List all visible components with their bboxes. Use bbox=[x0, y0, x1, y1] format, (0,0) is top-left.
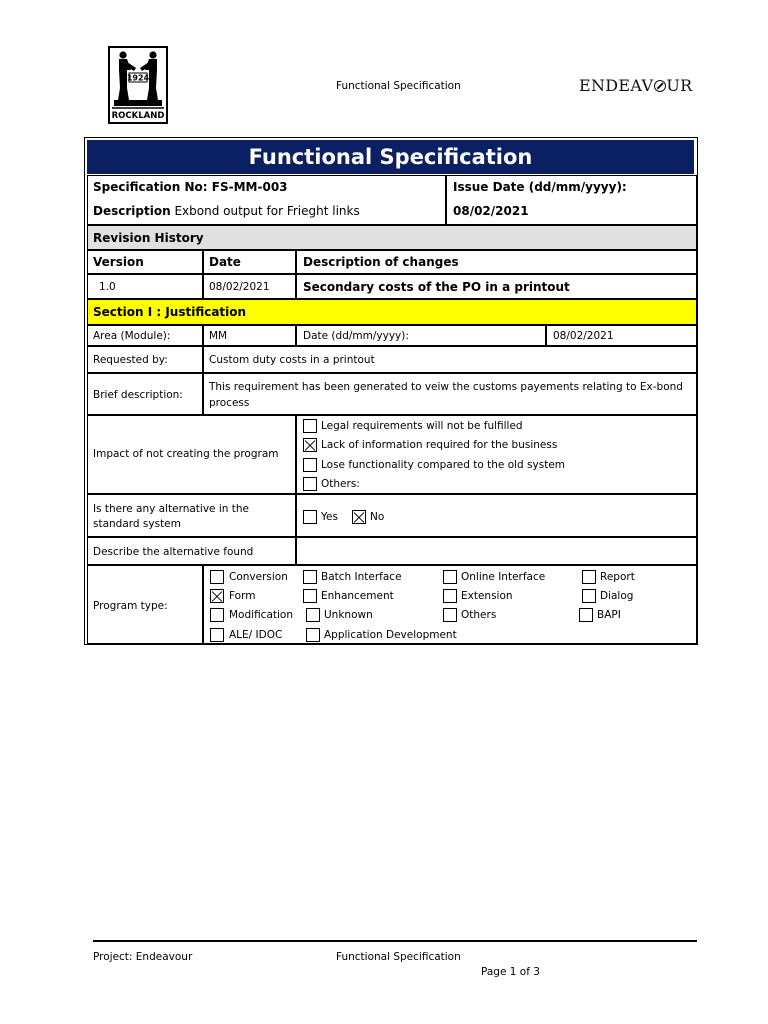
alt-label-line-2: standard system bbox=[93, 518, 181, 530]
ptype-ale-idoc-checkbox[interactable] bbox=[210, 628, 224, 642]
ptype-unknown-checkbox[interactable] bbox=[306, 608, 320, 622]
brief-line-1: This requirement has been generated to veiw the customs payements relating to Ex-bond bbox=[209, 381, 683, 393]
ptype-extension-checkbox[interactable] bbox=[443, 589, 457, 603]
ptype-dialog-checkbox[interactable] bbox=[582, 589, 596, 603]
impact-option-2-label: Lack of information required for the business bbox=[321, 439, 558, 451]
endeavour-brand bbox=[579, 76, 692, 95]
ptype-extension-label: Extension bbox=[461, 590, 513, 602]
describe-alt-label: Describe the alternative found bbox=[93, 546, 254, 558]
ptype-dialog-label: Dialog bbox=[600, 590, 634, 602]
footer-project: Project: Endeavour bbox=[93, 951, 193, 963]
impact-label: Impact of not creating the program bbox=[93, 448, 279, 460]
rev-header-date: Date bbox=[209, 255, 241, 269]
brand-o-icon bbox=[654, 80, 666, 92]
brief-line-2: process bbox=[209, 397, 250, 409]
ptype-modification-label: Modification bbox=[229, 609, 293, 621]
brief-value-cell bbox=[203, 373, 697, 415]
ptype-bapi-checkbox[interactable] bbox=[579, 608, 593, 622]
impact-option-1-checkbox[interactable] bbox=[303, 419, 317, 433]
impact-option-4-checkbox[interactable] bbox=[303, 477, 317, 491]
ptype-bapi-label: BAPI bbox=[597, 609, 621, 621]
rev-version: 1.0 bbox=[99, 281, 116, 293]
header-doc-title: Functional Specification bbox=[336, 80, 461, 92]
ptype-conversion-label: Conversion bbox=[229, 571, 288, 583]
describe-alt-value-cell[interactable] bbox=[296, 537, 697, 565]
logo-year: 1924 bbox=[126, 73, 150, 83]
rev-date: 08/02/2021 bbox=[209, 281, 270, 293]
program-type-label: Program type: bbox=[93, 600, 168, 612]
revision-history-title: Revision History bbox=[93, 231, 204, 245]
ptype-form-checkbox[interactable] bbox=[210, 589, 224, 603]
brand-right-text: UR bbox=[666, 76, 693, 95]
ptype-conversion-checkbox[interactable] bbox=[210, 570, 224, 584]
description-line bbox=[93, 204, 360, 218]
ptype-report-label: Report bbox=[600, 571, 635, 583]
date-label: Date (dd/mm/yyyy): bbox=[303, 330, 409, 342]
requested-label: Requested by: bbox=[93, 354, 168, 366]
area-label: Area (Module): bbox=[93, 330, 171, 342]
spec-form bbox=[84, 137, 698, 645]
impact-option-4-label: Others: bbox=[321, 478, 360, 490]
date-value: 08/02/2021 bbox=[553, 330, 614, 342]
form-title: Functional Specification bbox=[87, 140, 694, 174]
ptype-others-checkbox[interactable] bbox=[443, 608, 457, 622]
alt-yes-label: Yes bbox=[321, 511, 338, 523]
impact-option-1-label: Legal requirements will not be fulfilled bbox=[321, 420, 523, 432]
rev-header-desc: Description of changes bbox=[303, 255, 459, 269]
logo-name: ROCKLAND bbox=[111, 111, 165, 121]
brief-label: Brief description: bbox=[93, 389, 183, 401]
alt-label-cell bbox=[87, 494, 296, 537]
ptype-online-interface-label: Online Interface bbox=[461, 571, 546, 583]
impact-option-3-checkbox[interactable] bbox=[303, 458, 317, 472]
impact-option-2-checkbox[interactable] bbox=[303, 438, 317, 452]
brand-left-text: ENDEAV bbox=[579, 76, 654, 95]
footer-rule bbox=[93, 940, 697, 942]
ptype-app-dev-label: Application Development bbox=[324, 629, 457, 641]
footer-page-number: Page 1 of 3 bbox=[481, 966, 540, 978]
ptype-others-label: Others bbox=[461, 609, 497, 621]
ptype-ale-idoc-label: ALE/ IDOC bbox=[229, 629, 283, 641]
ptype-report-checkbox[interactable] bbox=[582, 570, 596, 584]
rev-header-version: Version bbox=[93, 255, 144, 269]
ptype-unknown-label: Unknown bbox=[324, 609, 373, 621]
ptype-modification-checkbox[interactable] bbox=[210, 608, 224, 622]
ptype-app-dev-checkbox[interactable] bbox=[306, 628, 320, 642]
ptype-batch-interface-label: Batch Interface bbox=[321, 571, 402, 583]
ptype-form-label: Form bbox=[229, 590, 256, 602]
requested-value: Custom duty costs in a printout bbox=[209, 354, 375, 366]
ptype-enhancement-label: Enhancement bbox=[321, 590, 394, 602]
alt-yes-checkbox[interactable] bbox=[303, 510, 317, 524]
spec-no: Specification No: FS-MM-003 bbox=[93, 180, 288, 194]
alt-no-checkbox[interactable] bbox=[352, 510, 366, 524]
rev-desc: Secondary costs of the PO in a printout bbox=[303, 280, 570, 294]
area-value: MM bbox=[209, 330, 228, 342]
description-label: Description bbox=[93, 204, 171, 218]
alt-label-line-1: Is there any alternative in the bbox=[93, 503, 249, 515]
impact-option-3-label: Lose functionality compared to the old system bbox=[321, 459, 566, 471]
issue-date-label: Issue Date (dd/mm/yyyy): bbox=[453, 180, 627, 194]
description-value: Exbond output for Frieght links bbox=[174, 204, 360, 218]
issue-date-value: 08/02/2021 bbox=[453, 204, 529, 218]
section-1-title: Section I : Justification bbox=[93, 305, 247, 319]
ptype-online-interface-checkbox[interactable] bbox=[443, 570, 457, 584]
rockland-logo bbox=[108, 46, 168, 124]
rockland-figures-icon bbox=[110, 48, 166, 122]
ptype-enhancement-checkbox[interactable] bbox=[303, 589, 317, 603]
alt-no-label: No bbox=[370, 511, 385, 523]
footer-doc-title: Functional Specification bbox=[336, 951, 461, 963]
ptype-batch-interface-checkbox[interactable] bbox=[303, 570, 317, 584]
